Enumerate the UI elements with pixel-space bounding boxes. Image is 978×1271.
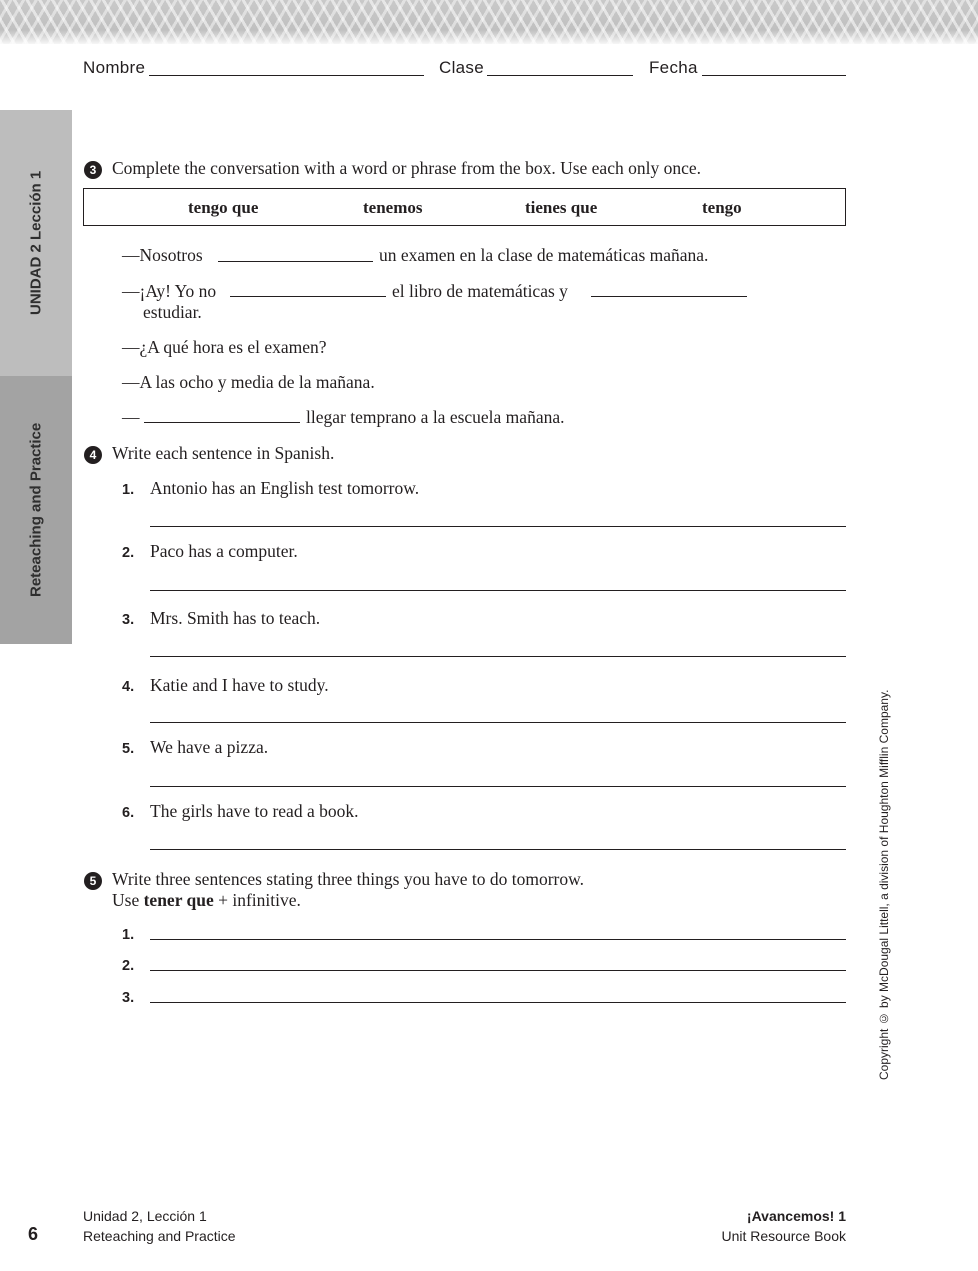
page-number: 6 — [28, 1224, 39, 1244]
footer-section: Reteaching and Practice — [83, 1228, 236, 1244]
word-box-item: tenemos — [363, 198, 423, 217]
answer-line[interactable] — [150, 849, 846, 850]
instructions-prefix: Use — [112, 890, 144, 910]
answer-line[interactable] — [150, 722, 846, 723]
activity-5-instructions-line-2 — [112, 890, 301, 911]
date-label: Fecha — [649, 58, 698, 77]
answer-line[interactable] — [150, 656, 846, 657]
word-box — [83, 188, 846, 226]
word-box-item: tienes que — [525, 198, 598, 217]
activity-5-number: 5 — [84, 872, 102, 890]
footer-book-subtitle: Unit Resource Book — [721, 1228, 846, 1244]
name-field-line[interactable] — [149, 75, 424, 76]
item-prompt: Mrs. Smith has to teach. — [150, 608, 321, 628]
footer-book-title: ¡Avancemos! 1 — [746, 1208, 846, 1224]
conversation-blank-3[interactable] — [591, 296, 747, 297]
date-field-line[interactable] — [702, 75, 846, 76]
conversation-line-3: —¿A qué hora es el examen? — [122, 337, 327, 357]
answer-line[interactable] — [150, 939, 846, 940]
conversation-blank-1[interactable] — [218, 261, 373, 262]
item-prompt: Paco has a computer. — [150, 541, 298, 561]
class-label: Clase — [439, 58, 484, 77]
item-number: 3. — [122, 990, 135, 1006]
word-box-item: tengo — [702, 198, 742, 217]
footer-unit: Unidad 2, Lección 1 — [83, 1208, 207, 1224]
class-field-line[interactable] — [487, 75, 633, 76]
name-label: Nombre — [83, 58, 146, 77]
activity-3-instructions: Complete the conversation with a word or phrase from the box. Use each only once. — [112, 158, 701, 178]
conversation-blank-2[interactable] — [230, 296, 386, 297]
word-box-item: tengo que — [188, 198, 259, 217]
item-prompt: We have a pizza. — [150, 737, 269, 757]
item-number: 2. — [122, 545, 135, 561]
item-number: 1. — [122, 927, 135, 943]
activity-5-instructions-line-1: Write three sentences stating three things you have to do tomorrow. — [112, 869, 584, 889]
instructions-suffix: + infinitive. — [213, 890, 301, 910]
answer-line[interactable] — [150, 1002, 846, 1003]
conversation-line-2-continuation: estudiar. — [143, 302, 202, 322]
section-side-tab — [0, 376, 72, 644]
conversation-line-2-start: —¡Ay! Yo no — [122, 281, 217, 301]
copyright-notice: Copyright © by McDougal Littell, a division of Houghton Mifflin Company. — [877, 689, 891, 1081]
conversation-line-1-start: —Nosotros — [122, 245, 203, 265]
instructions-bold-term: tener que — [143, 890, 214, 910]
conversation-blank-4[interactable] — [144, 422, 300, 423]
unit-tab-label: UNIDAD 2 Lección 1 — [27, 170, 45, 316]
banner-fade — [0, 30, 978, 46]
answer-line[interactable] — [150, 970, 846, 971]
answer-line[interactable] — [150, 590, 846, 591]
item-prompt: Katie and I have to study. — [150, 675, 329, 695]
conversation-line-5-end: llegar temprano a la escuela mañana. — [306, 407, 565, 427]
activity-3-number: 3 — [84, 161, 102, 179]
section-tab-label: Reteaching and Practice — [27, 422, 45, 598]
item-number: 6. — [122, 805, 135, 821]
item-number: 3. — [122, 612, 135, 628]
item-number: 5. — [122, 741, 135, 757]
answer-line[interactable] — [150, 786, 846, 787]
conversation-line-4: —A las ocho y media de la mañana. — [122, 372, 375, 392]
activity-4-instructions: Write each sentence in Spanish. — [112, 443, 335, 463]
conversation-line-5-start: — — [122, 407, 140, 427]
item-number: 4. — [122, 679, 135, 695]
item-number: 2. — [122, 958, 135, 974]
item-number: 1. — [122, 482, 135, 498]
item-prompt: Antonio has an English test tomorrow. — [150, 478, 420, 498]
answer-line[interactable] — [150, 526, 846, 527]
conversation-line-1-end: un examen en la clase de matemáticas mañana. — [379, 245, 709, 265]
activity-4-number: 4 — [84, 446, 102, 464]
item-prompt: The girls have to read a book. — [150, 801, 359, 821]
conversation-line-2-middle: el libro de matemáticas y — [392, 281, 568, 301]
unit-side-tab — [0, 110, 72, 376]
